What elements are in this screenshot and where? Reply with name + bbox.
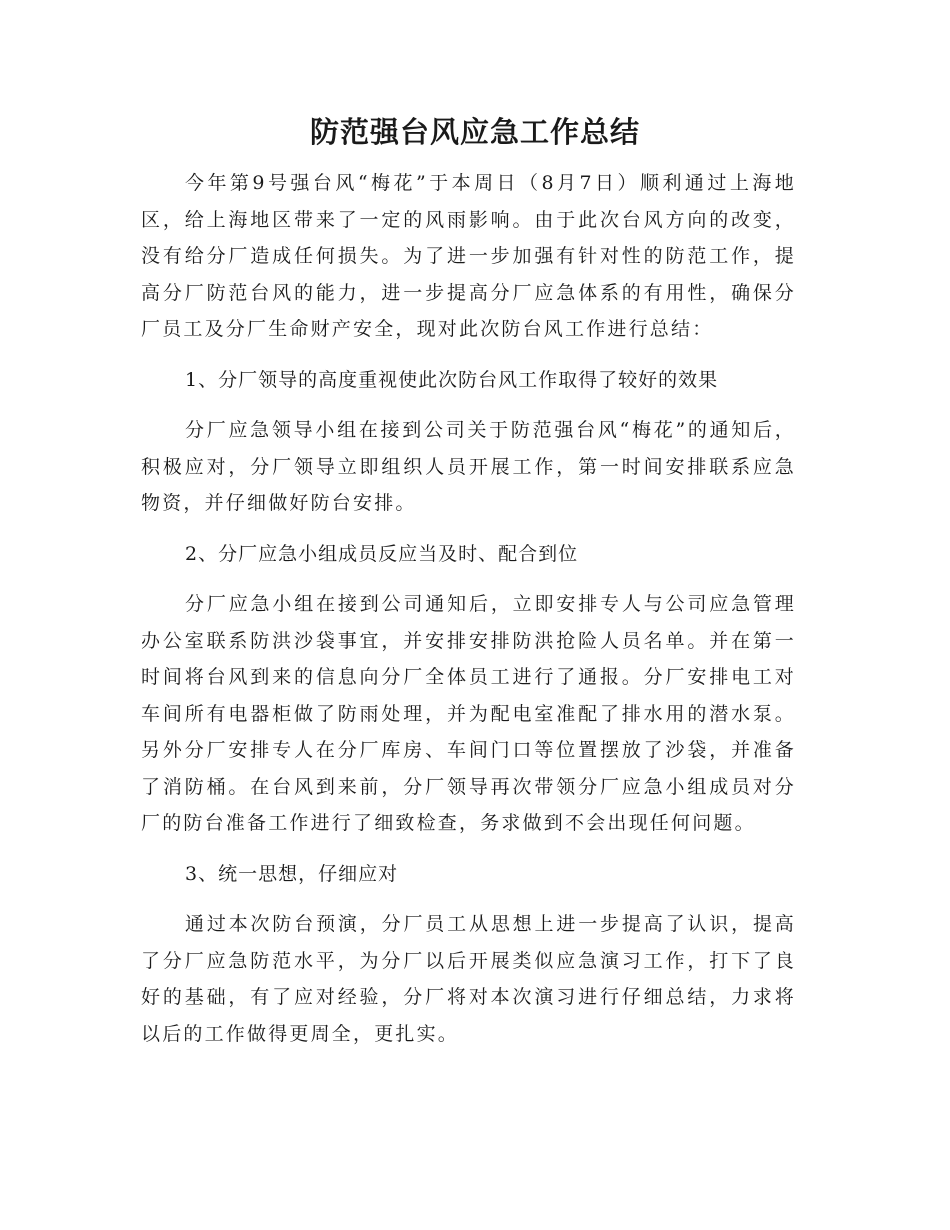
section-1-heading: 1、分厂领导的高度重视使此次防台风工作取得了较好的效果 [185, 368, 719, 391]
document-title: 防范强台风应急工作总结 [309, 115, 640, 149]
document-body [141, 165, 796, 1052]
section-3-heading: 3、统一思想，仔细应对 [185, 862, 399, 885]
section-3-paragraph: 通过本次防台预演，分厂员工从思想上进一步提高了认识，提高了分厂应急防范水平，为分厂以后开展类似应急演习工作，打下了良好的基础，有了应对经验，分厂将对本次演习进行仔细总结，力求将以后的工作做得更周全，更扎实。 [141, 913, 796, 1045]
intro-paragraph: 今年第9号强台风“梅花”于本周日（8月7日）顺利通过上海地区，给上海地区带来了一定的风雨影响。由于此次台风方向的改变，没有给分厂造成任何损失。为了进一步加强有针对性的防范工作，提高分厂防范台风的能力，进一步提高分厂应急体系的有用性，确保分厂员工及分厂生命财产安全，现对此次防台风工作进行总结： [141, 172, 796, 340]
section-2-heading: 2、分厂应急小组成员反应当及时、配合到位 [185, 542, 579, 565]
section-2-paragraph: 分厂应急小组在接到公司通知后，立即安排专人与公司应急管理办公室联系防洪沙袋事宜，并安排安排防洪抢险人员名单。并在第一时间将台风到来的信息向分厂全体员工进行了通报。分厂安排电工对车间所有电器柜做了防雨处理，并为配电室准配了排水用的潜水泵。另外分厂安排专人在分厂库房、车间门口等位置摆放了沙袋，并准备了消防桶。在台风到来前，分厂领导再次带领分厂应急小组成员对分厂的防台准备工作进行了细致检查，务求做到不会出现任何问题。 [141, 593, 796, 834]
section-1-paragraph: 分厂应急领导小组在接到公司关于防范强台风“梅花”的通知后，积极应对，分厂领导立即组织人员开展工作，第一时间安排联系应急物资，并仔细做好防台安排。 [141, 419, 796, 514]
